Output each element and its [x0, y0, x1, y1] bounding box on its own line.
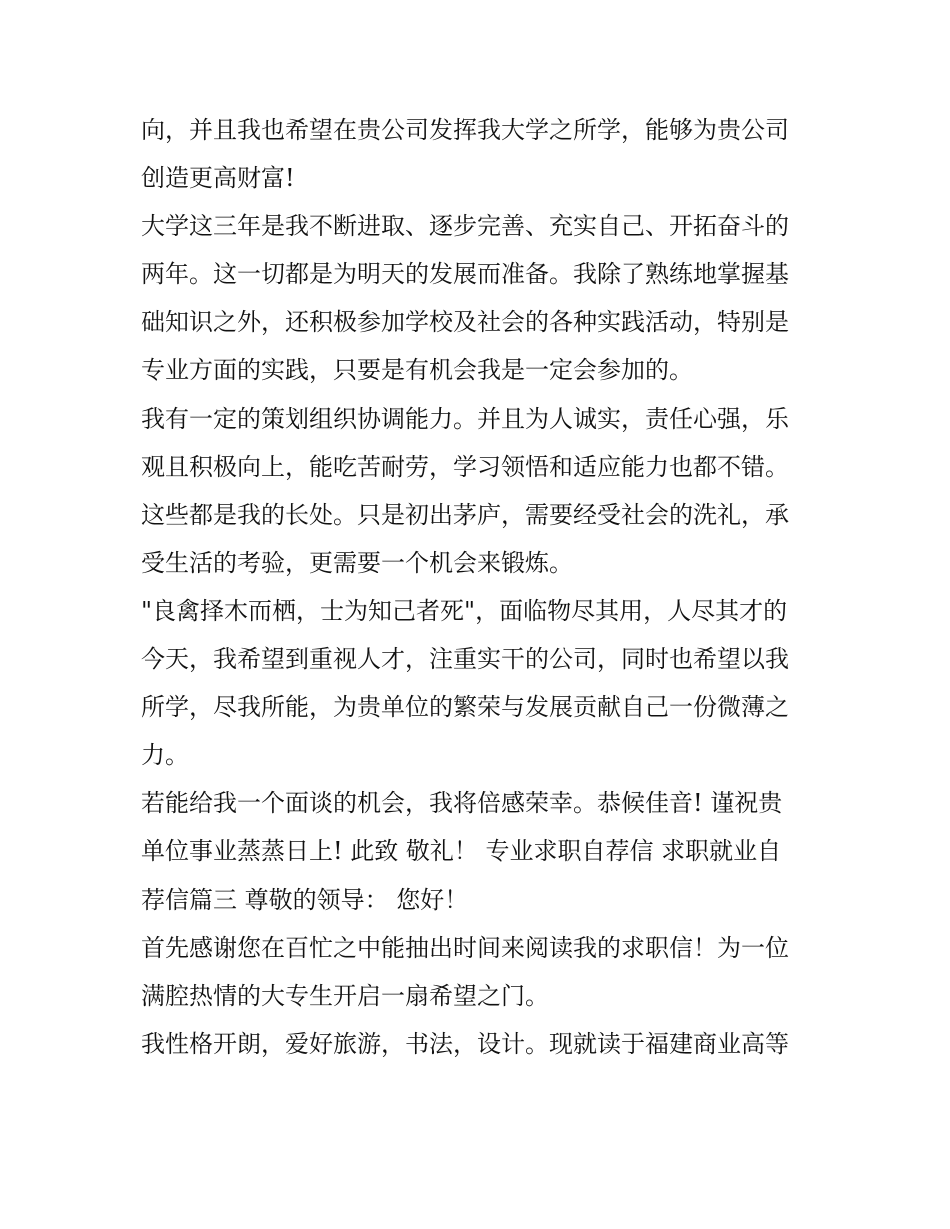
- text-line: 大学这三年是我不断进取、逐步完善、充实自己、开拓奋斗的: [141, 212, 789, 241]
- text-line: 观且积极向上，能吃苦耐劳，学习领悟和适应能力也都不错。: [141, 452, 789, 481]
- text-line: 所学，尽我所能，为贵单位的繁荣与发展贡献自己一份微薄之: [141, 693, 789, 722]
- letter-body: [141, 106, 821, 1068]
- text-line: 向，并且我也希望在贵公司发挥我大学之所学，能够为贵公司: [141, 116, 789, 144]
- text-line: 若能给我一个面谈的机会，我将倍感荣幸。恭候佳音! 谨祝贵: [141, 789, 783, 818]
- text-line: 础知识之外，还积极参加学校及社会的各种实践活动，特别是: [141, 308, 789, 337]
- text-line: 专业方面的实践，只要是有机会我是一定会参加的。: [141, 356, 693, 385]
- text-line: 受生活的考验，更需要一个机会来锻炼。: [141, 548, 573, 577]
- text-line: 今天，我希望到重视人才，注重实干的公司，同时也希望以我: [141, 645, 789, 674]
- text-line: 力。: [141, 741, 189, 770]
- text-line: 满腔热情的大专生开启一扇希望之门。: [141, 981, 549, 1010]
- text-line: 单位事业蒸蒸日上! 此致 敬礼！ 专业求职自荐信 求职就业自: [141, 837, 782, 866]
- text-line: 创造更高财富!: [141, 164, 295, 193]
- text-line: 首先感谢您在百忙之中能抽出时间来阅读我的求职信！为一位: [141, 933, 789, 962]
- text-line: 我性格开朗，爱好旅游，书法，设计。现就读于福建商业高等: [141, 1029, 789, 1058]
- text-line: 两年。这一切都是为明天的发展而准备。我除了熟练地掌握基: [141, 260, 789, 289]
- text-line: 荐信篇三 尊敬的领导： 您好！: [141, 885, 469, 914]
- text-line: 我有一定的策划组织协调能力。并且为人诚实，责任心强，乐: [141, 404, 789, 433]
- text-line: 这些都是我的长处。只是初出茅庐，需要经受社会的洗礼，承: [141, 500, 789, 529]
- text-line: "良禽择木而栖，士为知己者死"，面临物尽其用，人尽其才的: [141, 596, 788, 625]
